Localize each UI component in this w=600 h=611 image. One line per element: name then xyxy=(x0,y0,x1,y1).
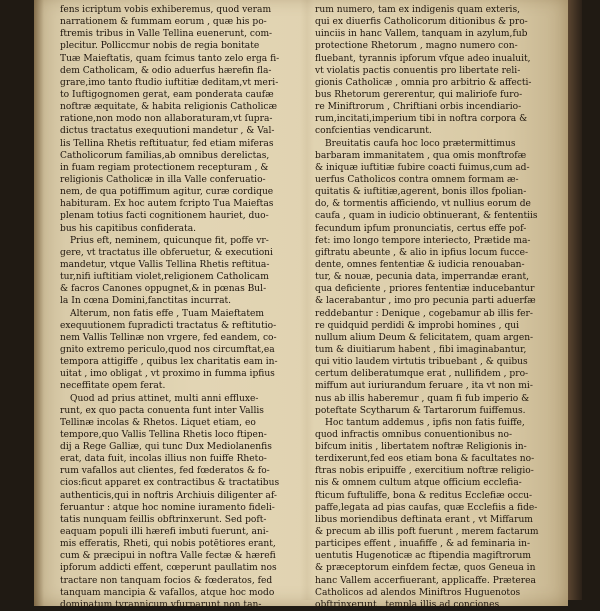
text-line: hanc Vallem accerfiuerant, applicaffe. Præterea xyxy=(315,575,536,586)
text-line: quod infractis omnibus conuentionibus no- xyxy=(315,429,513,440)
text-line: miffum aut iuriurandum feruare , ita vt non mi- xyxy=(315,381,533,392)
text-line: & lacerabantur , imo pro pecunia parti aduerfæ xyxy=(315,296,536,307)
text-line: religionis Catholicæ in illa Valle conferuatio- xyxy=(60,174,266,185)
text-line: tempora attigiffe , quibus lex charitatis eam in- xyxy=(60,357,278,368)
text-line: dem Catholicam, & odio aduerfus hærefin fla- xyxy=(60,65,272,76)
text-line: & præceptorum einfdem fectæ, quos Geneua in xyxy=(315,563,536,574)
text-line: fticum fuftuliffe, bona & reditus Ecclefiæ occu- xyxy=(315,490,533,501)
text-line: rum numero, tam ex indigenis quam exteris, xyxy=(315,5,521,15)
text-line: giftratu abeunte , & alio in ipfius locum fucce- xyxy=(315,247,529,258)
text-line: Catholicorum familias,ab omnibus derelictas, xyxy=(60,150,270,161)
text-line: in fuam regiam protectionem recepturam , & xyxy=(60,162,269,173)
text-line: gere, vt tractatus ille obferuetur, & executioni xyxy=(60,247,273,258)
text-line: tum & diuitiarum habent , fibi imaginabantur, xyxy=(315,344,527,355)
text-line: lis Tellina Rhetis reftituatur, fed etiam miferas xyxy=(60,138,274,149)
text-line: fecundum ipfum pronunciatis, certus effe pof- xyxy=(315,223,527,234)
text-line: nem Vallis Tellinæ non vrgere, fed eandem, co- xyxy=(60,332,277,343)
text-line: fens icriptum vobis exhiberemus, quod veram xyxy=(60,5,272,15)
text-line: Hoc tantum addemus , ipfis non fatis fuiffe, xyxy=(325,417,525,428)
text-line: Prius eft, neminem, quicunque fit, poffe vr- xyxy=(70,235,269,246)
text-line: re quidquid perdidi & improbi homines , qui xyxy=(315,320,520,331)
text-line: to Iuftigognomen gerat, eam ponderata caufæ xyxy=(60,89,274,100)
text-line: protectione Rhetorum , magno numero con- xyxy=(315,41,518,52)
text-line: dij a Rege Galliæ, qui tunc Dux Mediolanenfis xyxy=(60,442,272,453)
text-line: bifcum initis , libertatem noftræ Religionis in- xyxy=(315,442,527,453)
text-line: uerfus Catholicos contra omnem formam æ- xyxy=(315,174,519,185)
text-line: gionis Catholicæ , omnia pro arbitrio & affecti- xyxy=(315,77,532,88)
text-line: & precum ab illis poft fuerunt , merem factarum xyxy=(315,527,539,538)
text-line: habituram. Ex hoc autem fcripto Tua Maieftas xyxy=(60,199,274,210)
text-line: Breuitatis caufa hoc loco prætermittimus xyxy=(325,138,516,149)
text-line: tempore,quo Vallis Tellina Rhetis loco ftipen- xyxy=(60,429,267,440)
book-edge xyxy=(568,0,582,600)
text-line: qui vitio laudem virtutis tribuebant , & quibus xyxy=(315,357,528,368)
text-line: Catholicos ad alendos Miniftros Huguenotos xyxy=(315,587,521,598)
text-line: tur, & nouæ, pecunia data, imperrandæ erant, xyxy=(315,272,529,283)
text-line: obftrinxerunt , templa illis ad conciones xyxy=(315,599,500,610)
text-line: ipforum addicti effent, cœperunt paullatim nos xyxy=(60,563,277,574)
text-line: & iniquæ iuftitiæ fubire coacti fuimus,cum ad- xyxy=(315,162,530,173)
text-line: dominatum tyrannicum vfurparunt non tan- xyxy=(60,599,262,610)
text-line: eaquam populi illi hærefi imbuti fuerunt, ani- xyxy=(60,527,269,538)
text-line: confcientias vendicarunt. xyxy=(315,126,432,137)
text-line: bus Rhetorum gererentur, qui maliriofe furo- xyxy=(315,89,523,100)
text-line: tatis nunquam feillis obftrinxerunt. Sed poft- xyxy=(60,514,267,525)
text-line: uitat , imo obligat , vt proximo in fumma ipfius xyxy=(60,369,275,380)
text-line: erat, data fuit, incolas illius non fuiffe Rheto- xyxy=(60,454,267,465)
text-line: dictus tractatus exequutioni mandetur , & Val- xyxy=(60,126,275,137)
text-line: re Miniftrorum , Chriftiani orbis incendiario- xyxy=(315,102,522,113)
text-line: uinciis in hanc Vallem, tanquam in azylum,fub xyxy=(315,29,528,40)
right-text-column xyxy=(315,4,553,611)
text-line: cios:ficut apparet ex contractibus & tractatibus xyxy=(60,478,280,489)
text-line: Tuæ Maieftatis, quam fcimus tanto zelo erga fi- xyxy=(60,53,280,64)
text-line: fluebant, tyrannis ipforum vfque adeo inualuit, xyxy=(315,53,531,64)
text-line: certum deliberatumque erat , nullifidem , pro- xyxy=(315,369,529,380)
text-line: rum vafallos aut clientes, fed fœderatos & fo- xyxy=(60,466,270,477)
text-line: mandetur, vtque Vallis Tellina Rhetis reftitua- xyxy=(60,259,270,270)
text-line: la In cœna Domini,fanctitas incurrat. xyxy=(60,296,232,307)
text-line: feruantur : atque hoc nomine iuramento fideli- xyxy=(60,502,275,513)
text-line: Tellinæ incolas & Rhetos. Liquet etiam, eo xyxy=(60,417,256,428)
text-line: plecitur. Polliccmur nobis de regia bonitate xyxy=(60,41,260,52)
text-line: participes effent , inuafiffe , & ad feminaria in- xyxy=(315,539,531,550)
text-line: tractare non tanquam focios & fœderatos, fed xyxy=(60,575,273,586)
text-line: ratione,non modo non allaboraturam,vt ſupra- xyxy=(60,114,273,125)
text-line: ftremis tribus in Valle Tellina euenerunt, com- xyxy=(60,29,273,40)
text-line: vt violatis pactis conuentis pro libertate reli- xyxy=(315,65,521,76)
text-line: authenticis,qui in noftris Archiuis diligenter af- xyxy=(60,490,277,501)
text-line: reddebantur : Denique , cogebamur ab illis fer- xyxy=(315,308,533,319)
text-line: do, & tormentis afficiendo, vt nullius eorum de xyxy=(315,199,531,210)
text-line: nis & omnem cultum atque officium ecclefia- xyxy=(315,478,522,489)
text-line: qua deficiente , priores fententiæ inducebantur xyxy=(315,284,535,295)
text-line: nus ab illis haberemur , quam fi fub imperio & xyxy=(315,393,530,404)
text-line: tur,nifi iuftitiam violet,religionem Catholicam xyxy=(60,272,269,283)
text-line: plenam totius facti cognitionem hauriet, duo- xyxy=(60,211,269,222)
column-gutter xyxy=(300,0,314,600)
text-line: nem, de qua potiffimum agitur, curæ cordique xyxy=(60,187,274,198)
text-line: nullum alium Deum & felicitatem, quam argen- xyxy=(315,332,534,343)
text-line: Quod ad prius attinet, multi anni effluxe- xyxy=(70,393,259,404)
text-line: caufa , quam in iudicio obtinuerant, & fententiis xyxy=(315,211,538,222)
text-line: libus moriendibus deftinata erant , vt Miffarum xyxy=(315,514,533,525)
text-line: narrationem & fummam eorum , quæ his po- xyxy=(60,17,267,28)
text-line: bus his capitibus confiderata. xyxy=(60,223,197,234)
text-line: & facros Canones oppugnet,& in pœnas Bul- xyxy=(60,284,267,295)
text-line: poteftate Scytharum & Tartarorum fuiffemus. xyxy=(315,405,526,416)
text-line: runt, ex quo pacta conuenta funt inter Vallis xyxy=(60,405,264,416)
text-line: quitatis & iuftitiæ,agerent, bonis illos fpolian- xyxy=(315,187,527,198)
text-line: uentutis Hugenoticæ ac ftipendia magiftrorum xyxy=(315,551,532,562)
text-line: rum,incitati,imperium tibi in noftra corpora & xyxy=(315,114,528,125)
text-line: grare,imo tanto ftudio iuftitiæ deditam,vt meri- xyxy=(60,77,279,88)
text-line: mis efferatis, Rheti, qui nobis potētiores erant, xyxy=(60,539,276,550)
text-line: Alterum, non fatis effe , Tuam Maieftatem xyxy=(70,308,264,319)
text-line: ftras nobis eripuiffe , exercitium noftræ religio- xyxy=(315,466,534,477)
text-line: tanquam mancipia & vafallos, atque hoc modo xyxy=(60,587,275,598)
text-line: qui ex diuerfis Catholicorum ditionibus & pro- xyxy=(315,17,528,28)
text-line: barbaram immanitatem , qua omis monftrofæ xyxy=(315,150,527,161)
text-line: paffe,legata ad pias caufas, quæ Ecclefiis a fide- xyxy=(315,502,538,513)
text-line: cum & præcipui in noftra Valle fectæ & hærefi xyxy=(60,551,276,562)
text-line: dente, omnes fententiæ & iudicia renouaban- xyxy=(315,259,525,270)
text-line: exequutionem fupradicti tractatus & reftitutio- xyxy=(60,320,277,331)
text-line: noftræ æquitate, & habita religionis Catholicæ xyxy=(60,102,278,113)
text-line: terdixerunt,fed eos etiam bona & facultates no- xyxy=(315,454,535,465)
text-line: neceffitate opem ferat. xyxy=(60,381,166,392)
text-line: gnito extremo periculo,quod nos circumftat,ea xyxy=(60,344,275,355)
text-line: fet: imo longo tempore interiecto, Prætide ma- xyxy=(315,235,531,246)
left-text-column xyxy=(60,4,298,611)
